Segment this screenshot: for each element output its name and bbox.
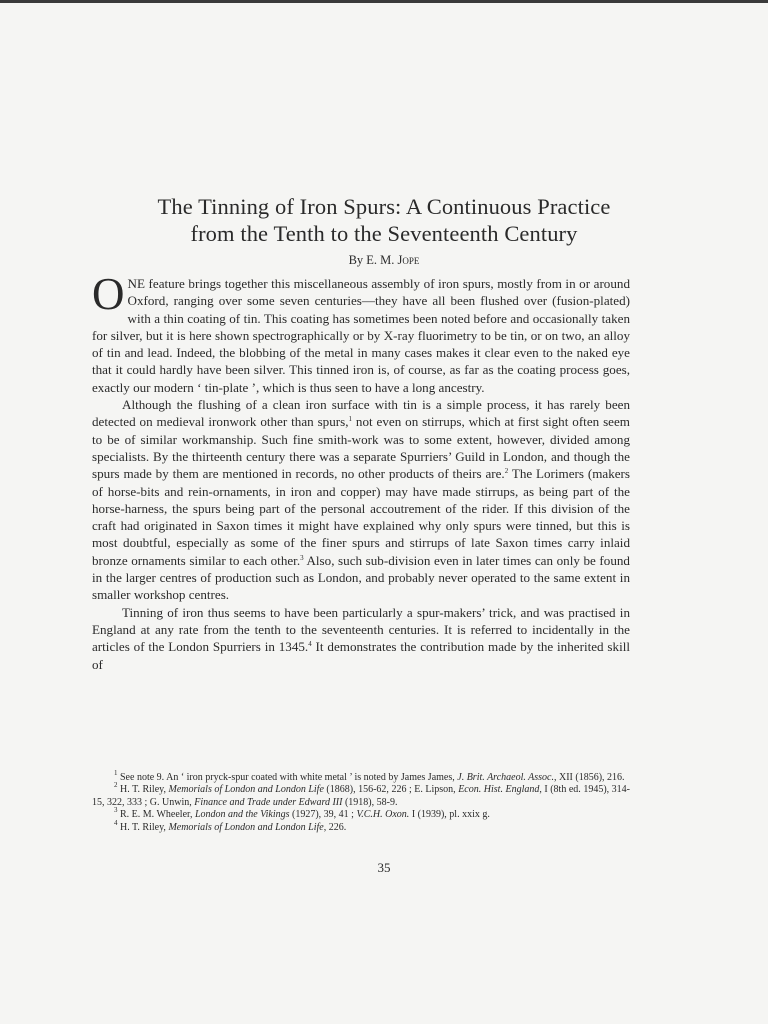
footnote-mark-1: 1 — [114, 769, 118, 777]
footnote-ref-1[interactable]: 1 — [348, 415, 353, 424]
author-surname: Jope — [397, 253, 420, 267]
title-line-1: The Tinning of Iron Spurs: A Continuous Practice — [157, 194, 611, 219]
paragraph-1-text: feature brings together this miscellaneous assembly of iron spurs, mostly from in or around Oxford, ranging over some seven centuries—they have all been flushed over (fusion-plated) with a thin coating of tin. This coating has sometimes been noted before and occasionally taken for silver, but it is here shown spectrographically or by X-ray fluorimetry to be tin, or on two, an alloy of tin and lead. Indeed, the blobbing of the metal in many cases makes it clear even to the naked eye that it could hardly have been silver. This tinned iron is, of course, as far as the coating process goes, exactly our modern ‘ tin-plate ’, which is thus seen to have a long ancestry. — [92, 276, 630, 395]
paragraph-3-text-b: It demonstrates the contribution made by the inherited skill of — [92, 639, 630, 672]
footnote-2-text-c: , I (8th ed. 1945), 314-15, 322, 333 ; G. Unwin, — [92, 784, 630, 808]
footnote-4-text-a: H. T. Riley, — [117, 821, 169, 833]
footnote-ref-3[interactable]: 3 — [300, 553, 304, 562]
paragraph-3-text-a: Tinning of iron thus seems to have been particularly a spur-makers’ trick, and was practised in England at any rate from the tenth to the seventeenth centuries. It is referred to incidentally in the articles of the London Spurriers in 1345. — [92, 604, 630, 655]
footnote-mark-2: 2 — [114, 781, 118, 790]
footnote-2-text-a: H. T. Riley, — [117, 784, 169, 796]
footnote-2 — [92, 781, 630, 809]
footnote-4-book: Memorials of London and London Life — [168, 821, 324, 833]
footnote-3-text-b: (1927), 39, 41 ; — [289, 809, 357, 821]
footnote-1 — [92, 769, 630, 784]
footnote-2-text-d: (1918), 58-9. — [342, 796, 398, 808]
footnote-3-book-2: V.C.H. Oxon. — [356, 809, 410, 821]
page-number: 35 — [377, 860, 391, 875]
footnote-2-book-1: Memorials of London and London Life — [168, 784, 324, 796]
footnote-1-text-b: , XII (1856), 216. — [554, 772, 625, 783]
footnote-2-book-2: Econ. Hist. England — [458, 784, 540, 796]
paragraph-2-text-d: Also, such sub-division even in later times can only be found in the larger centres of production such as London, and probably never operated to the same extent in smaller workshop centres. — [92, 552, 630, 603]
footnotes — [92, 769, 630, 834]
footnote-3-book-1: London and the Vikings — [194, 809, 290, 821]
paragraph-2-text-b: not even on stirrups, which at first sight often seem to be of similar workmanship. Such fine smith-work was to some extent, however, divided among specialists. By the thirteenth century there was a separate Spurriers’ Guild in London, and though the spurs made by them are mentioned in records, no other products of theirs are. — [92, 414, 630, 482]
footnote-3-text-c: I (1939), pl. xxix g. — [409, 809, 490, 821]
footnote-ref-4[interactable]: 4 — [308, 640, 312, 649]
paragraph-2 — [92, 396, 630, 604]
footnote-ref-2[interactable]: 2 — [504, 467, 509, 476]
author-byline — [80, 253, 688, 268]
lead-word: NE — [127, 276, 145, 291]
drop-cap: O — [92, 269, 125, 319]
article-body — [92, 269, 631, 673]
footnote-mark-3: 3 — [114, 806, 118, 815]
footnote-1-text-a: See note 9. An ‘ iron pryck-spur coated with white metal ’ is noted by James James, — [117, 772, 458, 783]
footnote-4 — [92, 818, 630, 834]
paragraph-2-text-a: Although the flushing of a clean iron surface with tin is a simple process, it has rarely been detected on medieval ironwork other than spurs, — [92, 397, 630, 430]
footnote-2-book-3: Finance and Trade under Edward III — [194, 796, 343, 808]
paragraph-1 — [92, 269, 630, 396]
footnote-3 — [92, 806, 630, 821]
paragraph-3 — [92, 604, 630, 673]
footnote-2-text-b: (1868), 156-62, 226 ; E. Lipson, — [323, 784, 459, 796]
paragraph-2-text-c: The Lorimers (makers of horse-bits and rein-ornaments, in iron and copper) may have made stirrups, as being part of the horse-harness, the spurs being part of the personal accoutrement of the rider. If this division of the craft had originated in Saxon times it might have explained why only spurs were tinned, but this is most doubtful, especially as some of the finer spurs and stirrups of late Saxon times carry inlaid bronze ornaments similar to each other. — [92, 466, 631, 568]
byline-prefix: By E. M. — [348, 253, 398, 267]
footnote-3-text-a: R. E. M. Wheeler, — [117, 809, 195, 821]
title-line-2: from the Tenth to the Seventeenth Century — [190, 221, 578, 246]
footnote-1-journal: J. Brit. Archaeol. Assoc. — [457, 772, 554, 783]
footnote-mark-4: 4 — [114, 818, 118, 827]
footnote-4-text-b: , 226. — [323, 821, 347, 833]
article-title — [80, 193, 688, 247]
